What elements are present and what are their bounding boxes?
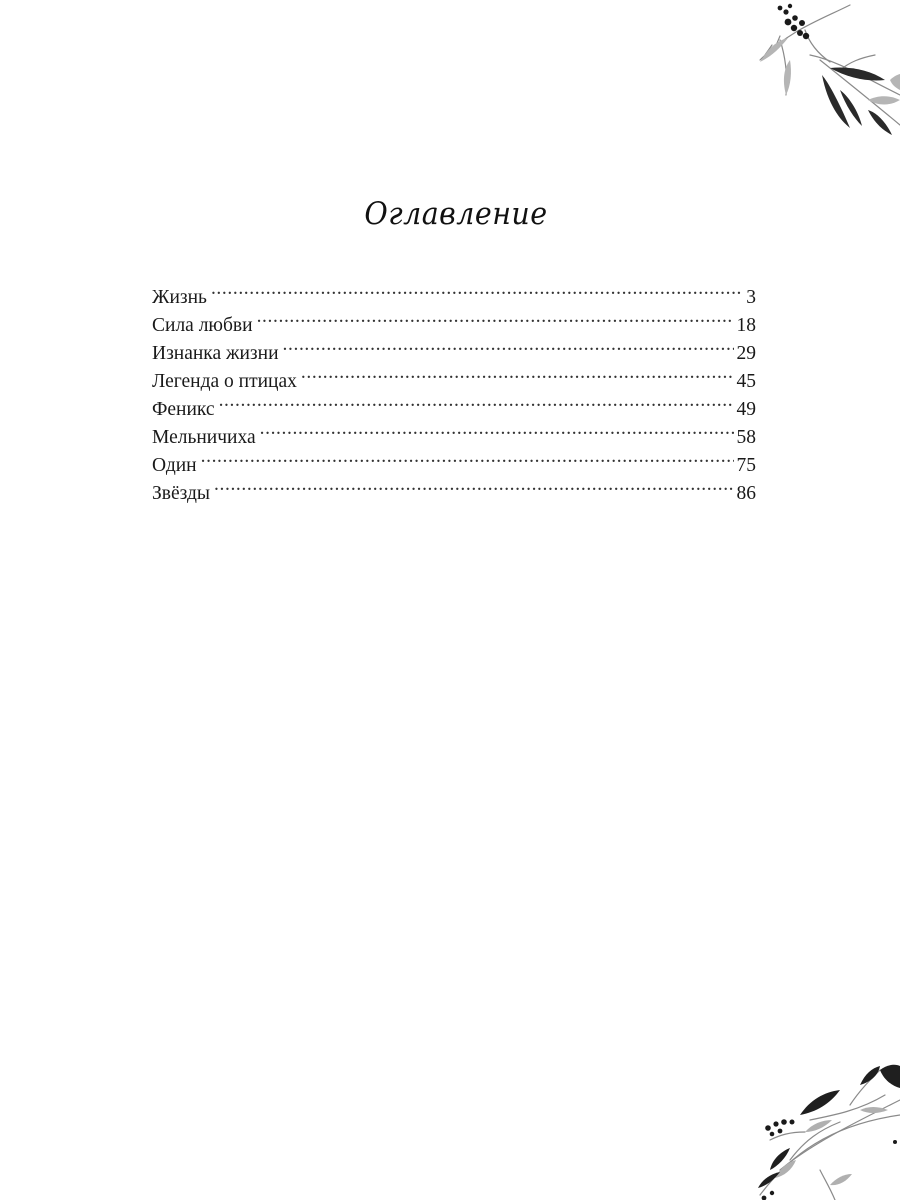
toc-entry-title: Один xyxy=(152,455,197,476)
toc-entry-title: Жизнь xyxy=(152,287,207,308)
toc-entry-title: Звёзды xyxy=(152,483,211,504)
toc-entry-page: 75 xyxy=(736,455,756,476)
toc-entry-page: 86 xyxy=(736,483,756,504)
dot-leader xyxy=(299,359,734,387)
floral-branch-icon xyxy=(750,1060,900,1200)
toc-entry-page: 45 xyxy=(736,371,756,392)
table-of-contents xyxy=(152,275,756,504)
toc-entry[interactable] xyxy=(152,303,756,336)
dot-leader xyxy=(209,275,743,303)
toc-entry[interactable] xyxy=(152,443,756,476)
toc-entry-page: 29 xyxy=(736,343,756,364)
toc-entry-title: Легенда о птицах xyxy=(152,371,297,392)
toc-entry-title: Изнанка жизни xyxy=(152,343,279,364)
toc-entry-title: Сила любви xyxy=(152,315,253,336)
dot-leader xyxy=(212,471,733,499)
toc-entry[interactable] xyxy=(152,387,756,420)
toc-entry-title: Мельничиха xyxy=(152,427,256,448)
toc-entry-page: 49 xyxy=(736,399,756,420)
toc-entry-page: 18 xyxy=(736,315,756,336)
toc-entry-page: 58 xyxy=(736,427,756,448)
toc-entry-page: 3 xyxy=(746,287,756,308)
dot-leader xyxy=(255,303,734,331)
toc-entry-title: Феникс xyxy=(152,399,215,420)
floral-branch-icon xyxy=(750,0,900,150)
toc-entry[interactable] xyxy=(152,415,756,448)
dot-leader xyxy=(281,331,734,359)
dot-leader xyxy=(217,387,734,415)
dot-leader xyxy=(199,443,734,471)
toc-entry[interactable] xyxy=(152,275,756,308)
toc-entry[interactable] xyxy=(152,471,756,504)
dot-leader xyxy=(258,415,734,443)
page-title: Оглавление xyxy=(364,196,548,232)
